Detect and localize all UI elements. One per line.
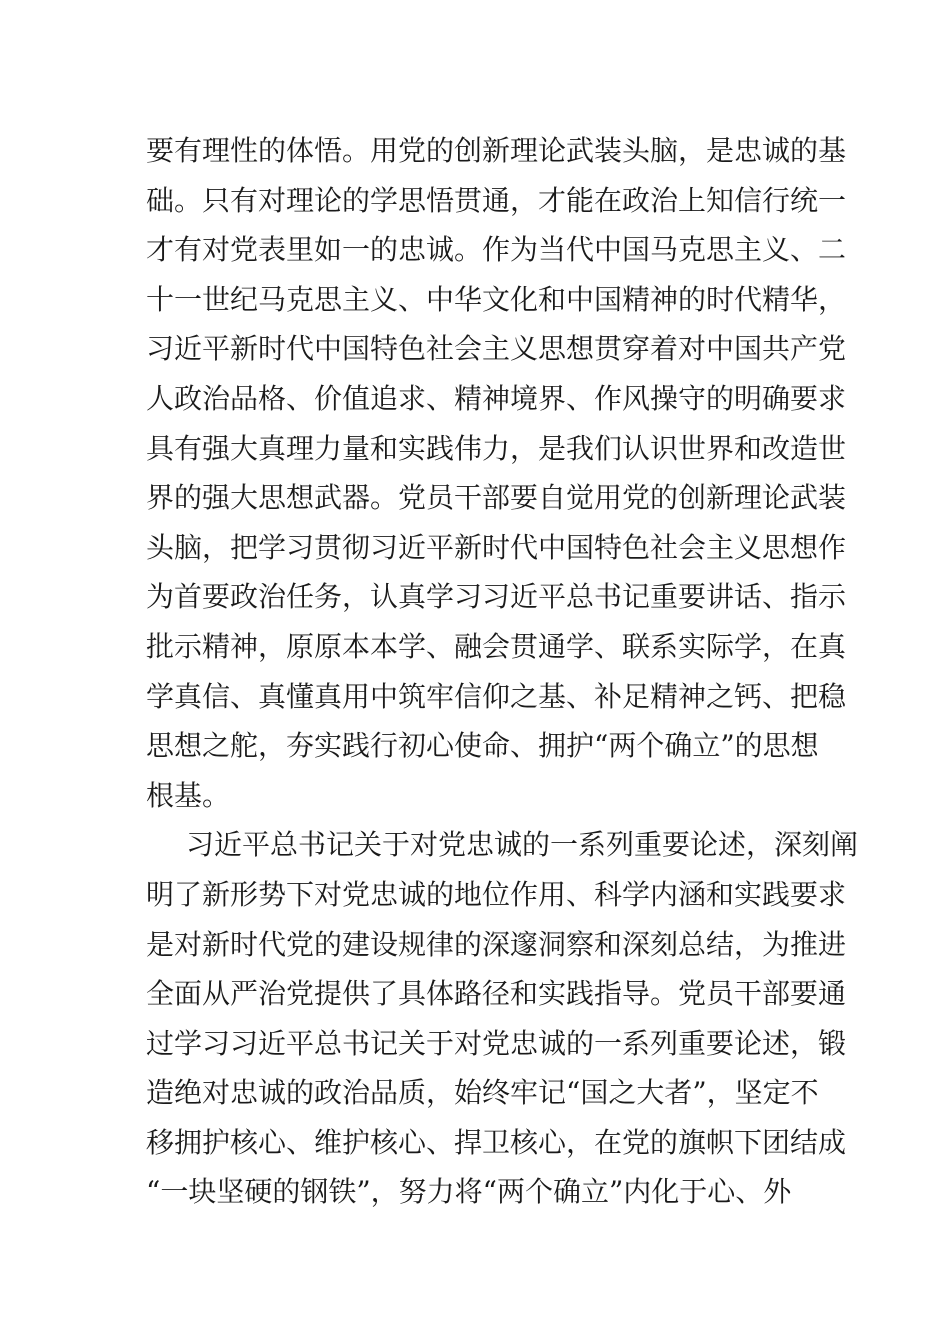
text-line: 为首要政治任务，认真学习习近平总书记重要讲话、指示: [146, 580, 847, 614]
text-line: 十一世纪马克思主义、中华文化和中国精神的时代精华，: [146, 282, 847, 316]
text-line: 是对新时代党的建设规律的深邃洞察和深刻总结，为推进: [146, 927, 847, 961]
text-line: 造绝对忠诚的政治品质，始终牢记“国之大者”，坚定不: [146, 1076, 819, 1110]
text-line: 明了新形势下对党忠诚的地位作用、科学内涵和实践要求: [146, 877, 847, 911]
text-line: 习近平总书记关于对党忠诚的一系列重要论述，深刻阐: [186, 828, 859, 862]
paragraph-2: [146, 820, 859, 1217]
text-line: 界的强大思想武器。党员干部要自觉用党的创新理论武装: [146, 481, 847, 515]
text-line: 思想之舵，夯实践行初心使命、拥护“两个确立”的思想: [146, 729, 819, 763]
text-line: 人政治品格、价值追求、精神境界、作风操守的明确要求: [146, 381, 847, 415]
text-line: 全面从严治党提供了具体路径和实践指导。党员干部要通: [146, 977, 847, 1011]
text-line: 批示精神，原原本本学、融会贯通学、联系实际学，在真: [146, 629, 847, 663]
paragraph-1: [146, 126, 847, 820]
text-line: 才有对党表里如一的忠诚。作为当代中国马克思主义、二: [146, 233, 847, 267]
document-body: [146, 126, 859, 1217]
text-line: 要有理性的体悟。用党的创新理论武装头脑，是忠诚的基: [146, 134, 847, 167]
text-line: 习近平新时代中国特色社会主义思想贯穿着对中国共产党: [146, 332, 847, 366]
text-line: 学真信、真懂真用中筑牢信仰之基、补足精神之钙、把稳: [146, 679, 847, 713]
text-line: 头脑，把学习贯彻习近平新时代中国特色社会主义思想作: [146, 530, 847, 564]
text-line: “一块坚硬的钢铁”，努力将“两个确立”内化于心、外: [146, 1175, 792, 1209]
text-line: 移拥护核心、维护核心、捍卫核心，在党的旗帜下团结成: [146, 1125, 847, 1159]
text-line: 具有强大真理力量和实践伟力，是我们认识世界和改造世: [146, 431, 847, 465]
text-line: 根基。: [146, 778, 231, 812]
text-line: 过学习习近平总书记关于对党忠诚的一系列重要论述，锻: [146, 1026, 847, 1060]
text-line: 础。只有对理论的学思悟贯通，才能在政治上知信行统一: [146, 183, 847, 217]
